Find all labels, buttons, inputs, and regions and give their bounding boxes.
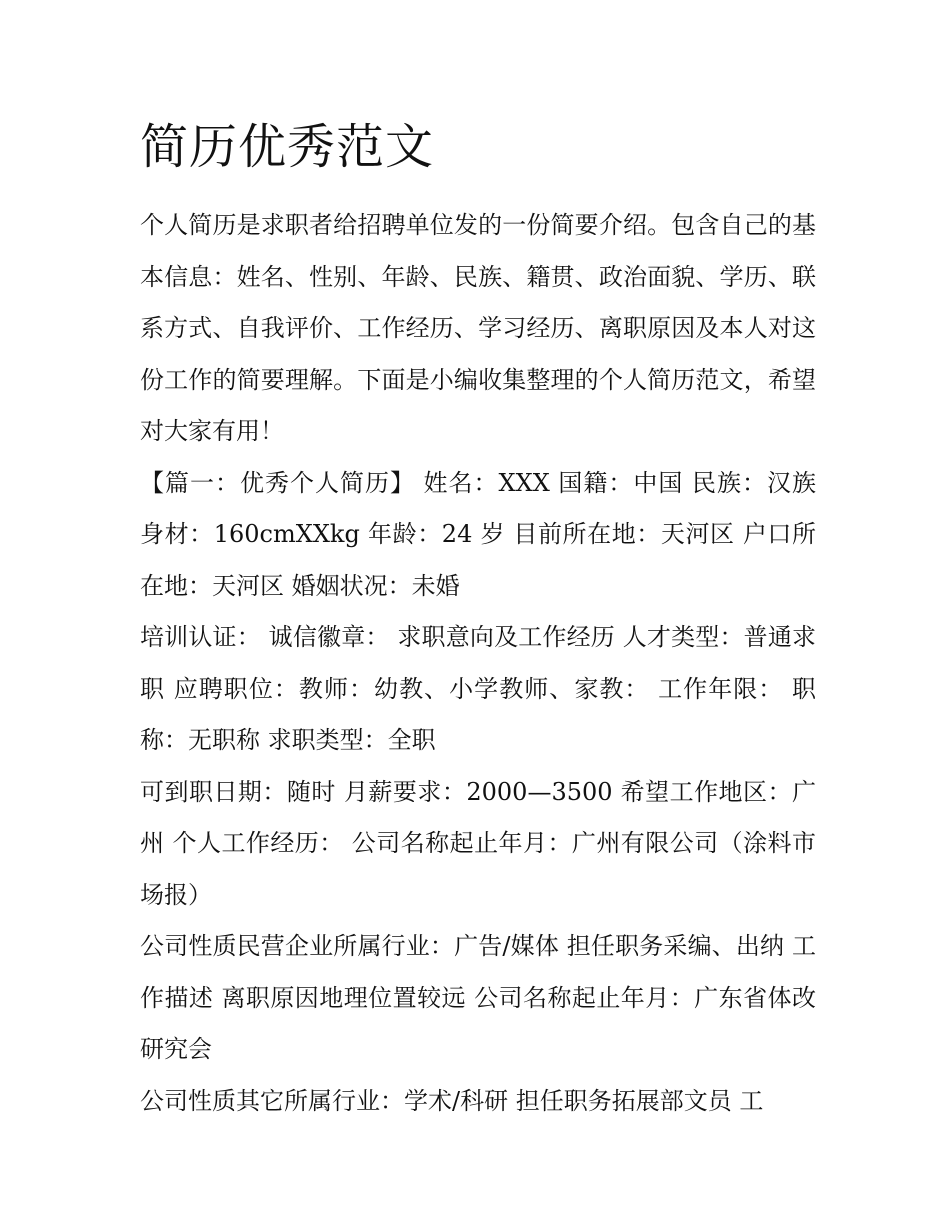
document-title: 简历优秀范文 (140, 119, 435, 175)
paragraph-job-intention: 培训认证： 诚信徽章： 求职意向及工作经历 人才类型：普通求职 应聘职位：教师：幼教、小学教师、家教： 工作年限： 职称：无职称 求职类型：全职 (140, 623, 816, 754)
paragraph-company-2: 公司性质其它所属行业：学术/科研 担任职务拓展部文员 工 (140, 1086, 764, 1115)
paragraph-availability: 可到职日期：随时 月薪要求：2000—3500 希望工作地区：广州 个人工作经历： 公司名称起止年月：广州有限公司（涂料市场报） (140, 777, 816, 909)
paragraph-intro: 个人简历是求职者给招聘单位发的一份简要介绍。包含自己的基本信息：姓名、性别、年龄、民族、籍贯、政治面貌、学历、联系方式、自我评价、工作经历、学习经历、离职原因及本人对这份工作的简要理解。下面是小编收集整理的个人简历范文，希望对大家有用！ (140, 211, 816, 445)
document-page (140, 112, 816, 1127)
paragraph-company-1: 公司性质民营企业所属行业：广告/媒体 担任职务采编、出纳 工作描述 离职原因地理位置较远 公司名称起止年月：广东省体改研究会 (140, 932, 816, 1063)
paragraph-basic-info: 【篇一：优秀个人简历】 姓名：XXX 国籍：中国 民族：汉族 身材：160cmXXkg 年龄：24 岁 目前所在地：天河区 户口所在地：天河区 婚姻状况：未婚 (140, 468, 816, 600)
